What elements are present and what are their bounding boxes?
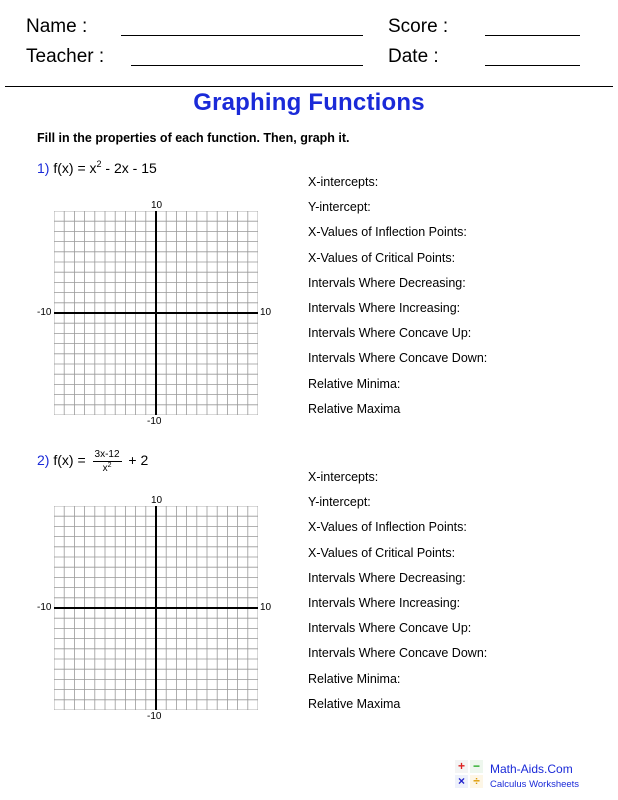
instructions: Fill in the properties of each function. Then, graph it. <box>37 131 350 145</box>
property-label: Y-intercept: <box>308 495 371 510</box>
property-label: Intervals Where Concave Up: <box>308 326 472 341</box>
header-divider <box>5 86 613 87</box>
property-label: Relative Minima: <box>308 671 401 686</box>
page-title: Graphing Functions <box>193 89 425 116</box>
times-icon: × <box>455 775 468 788</box>
problem-2-fraction <box>93 449 122 474</box>
footer-site[interactable]: Math-Aids.Com <box>490 762 573 776</box>
problem-1-xmax-label: 10 <box>260 307 272 318</box>
teacher-label: Teacher : <box>26 46 105 67</box>
date-line[interactable] <box>485 65 580 66</box>
problem-1-ymax-label: 10 <box>151 200 163 211</box>
property-label: Relative Minima: <box>308 376 401 391</box>
problem-2-numerator: 3x-12 <box>94 449 120 460</box>
property-label: X-Values of Critical Points: <box>308 250 456 265</box>
problem-2-grid[interactable] <box>54 506 258 710</box>
footer-subtitle: Calculus Worksheets <box>490 779 580 790</box>
problem-1-xmin-label: -10 <box>37 307 52 318</box>
property-label: Intervals Where Concave Down: <box>308 351 488 366</box>
property-label: Intervals Where Decreasing: <box>308 570 466 585</box>
problem-1-number: 1) <box>37 160 50 176</box>
date-label: Date : <box>388 46 439 67</box>
property-label: Intervals Where Decreasing: <box>308 275 466 290</box>
name-line[interactable] <box>121 35 363 36</box>
problem-2-denominator-base: x <box>102 463 108 474</box>
problem-1-grid[interactable] <box>54 211 258 415</box>
problem-2-xmin-label: -10 <box>37 602 52 613</box>
property-label: Intervals Where Increasing: <box>308 300 461 315</box>
name-label: Name : <box>26 16 88 37</box>
problem-2-ymin-label: -10 <box>147 711 162 722</box>
property-label: Intervals Where Increasing: <box>308 595 461 610</box>
property-label: X-Values of Critical Points: <box>308 545 456 560</box>
problem-2-equation <box>37 449 148 474</box>
problem-2-denominator-exponent: 2 <box>107 462 112 469</box>
problem-2-denominator <box>93 462 122 474</box>
problem-1-equation <box>37 160 157 176</box>
teacher-line[interactable] <box>131 65 363 66</box>
property-label: Relative Maxima <box>308 696 401 711</box>
property-label: X-Values of Inflection Points: <box>308 225 467 240</box>
property-label: Intervals Where Concave Up: <box>308 621 472 636</box>
problem-1-lhs: f(x) = x <box>53 160 97 176</box>
property-label: Relative Maxima <box>308 401 401 416</box>
plus-icon: + <box>455 760 468 773</box>
problem-2-lhs: f(x) = <box>53 452 86 469</box>
math-aids-logo <box>455 760 485 790</box>
problem-2-rhs: + 2 <box>128 452 149 469</box>
property-label: Intervals Where Concave Down: <box>308 646 488 661</box>
problem-1-exponent: 2 <box>96 159 102 169</box>
minus-icon: − <box>470 760 483 773</box>
property-label: Y-intercept: <box>308 200 371 215</box>
property-label: X-intercepts: <box>308 470 379 484</box>
problem-2-xmax-label: 10 <box>260 602 272 613</box>
divide-icon: ÷ <box>470 775 483 788</box>
problem-2-number: 2) <box>37 452 50 469</box>
problem-2-properties <box>308 470 487 722</box>
property-label: X-Values of Inflection Points: <box>308 520 467 535</box>
problem-1-ymin-label: -10 <box>147 416 162 427</box>
problem-2-ymax-label: 10 <box>151 495 163 506</box>
problem-1-properties <box>308 175 487 427</box>
score-label: Score : <box>388 16 449 37</box>
problem-1-rhs: - 2x - 15 <box>101 160 157 176</box>
score-line[interactable] <box>485 35 580 36</box>
property-label: X-intercepts: <box>308 175 379 189</box>
